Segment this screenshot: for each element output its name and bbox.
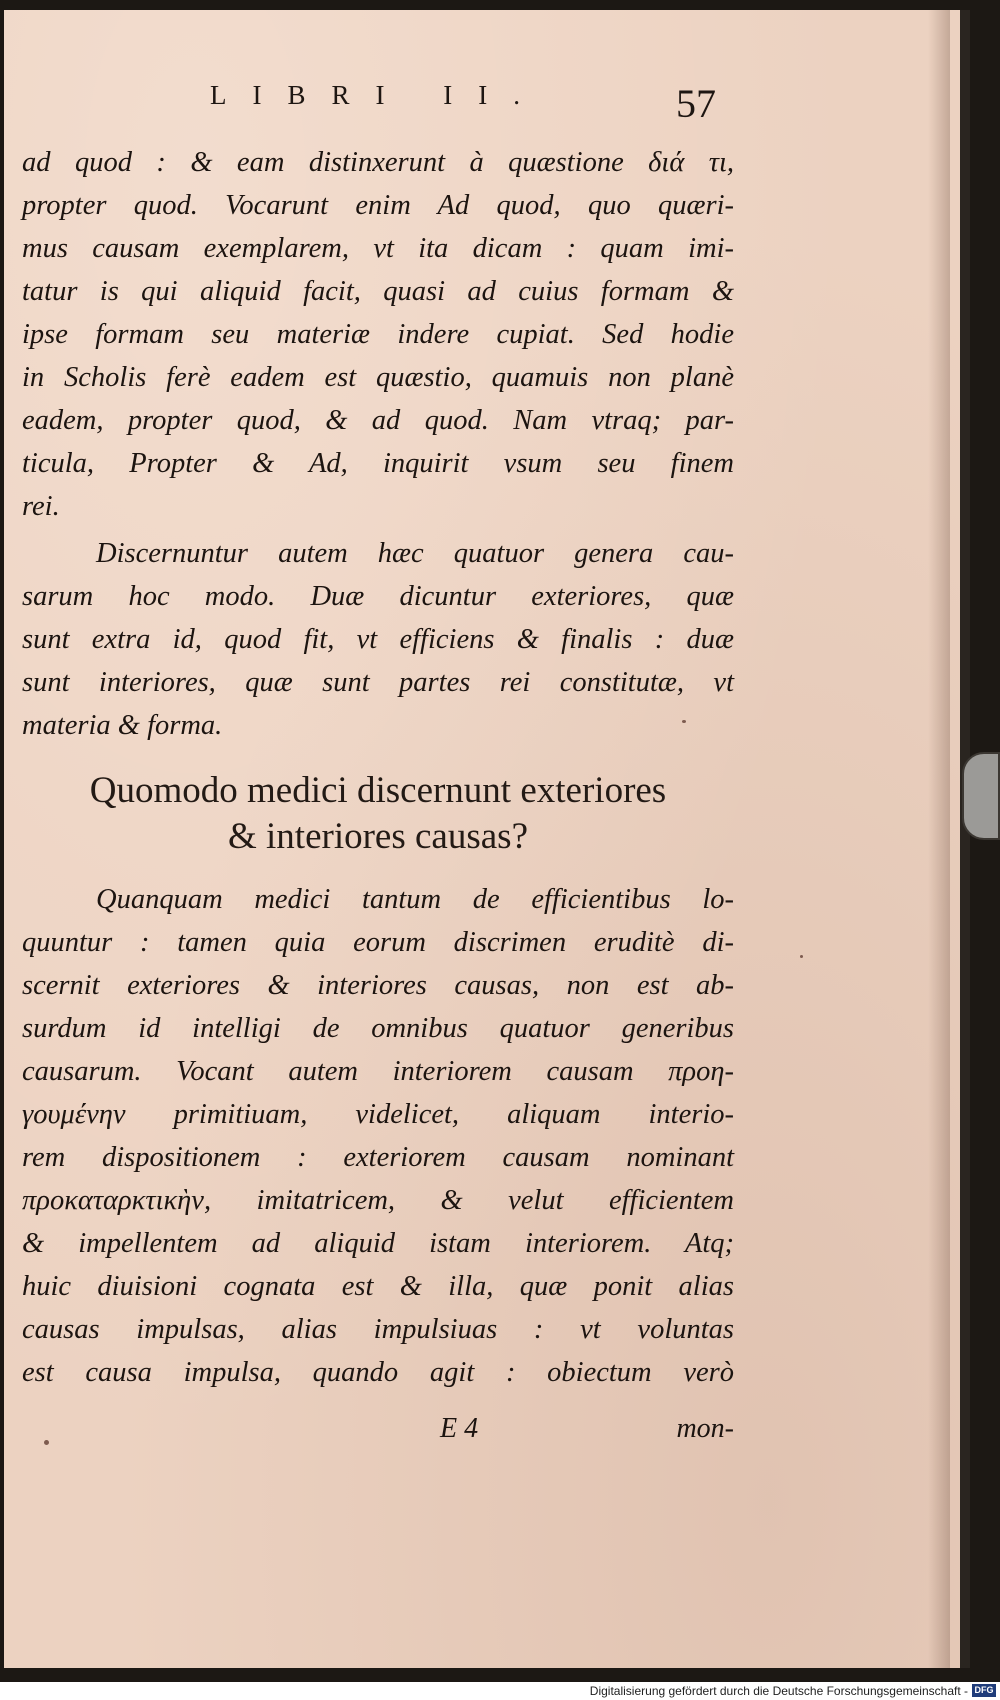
text-line: rei. <box>22 491 60 522</box>
dfg-logo-icon: DFG <box>972 1684 996 1697</box>
text-line: rem dispositionem : exteriorem causam nominant <box>22 1142 734 1173</box>
paper-speck <box>44 1440 49 1445</box>
text-line: sunt extra id, quod fit, vt efficiens & finalis : duæ <box>22 624 734 655</box>
paper-speck <box>800 955 803 958</box>
section-heading <box>22 768 734 860</box>
page-tab-marker <box>962 752 1000 840</box>
paragraph-1 <box>22 141 734 528</box>
text-line: ipse formam seu materiæ indere cupiat. Sed hodie <box>22 319 734 350</box>
paragraph-3 <box>22 878 734 1394</box>
text-line: tatur is qui aliquid facit, quasi ad cuius formam & <box>22 276 734 307</box>
text-line: προκαταρκτικὴν, imitatricem, & velut efficientem <box>22 1185 734 1216</box>
text-line: scernit exteriores & interiores causas, non est ab- <box>22 970 734 1001</box>
text-line: materia & forma. <box>22 710 223 741</box>
text-line: est causa impulsa, quando agit : obiectum verò <box>22 1357 734 1388</box>
heading-line-2: & interiores causas? <box>228 816 528 857</box>
text-line: Discernuntur autem hæc quatuor genera cau- <box>96 538 734 569</box>
text-line: causas impulsas, alias impulsiuas : vt voluntas <box>22 1314 734 1345</box>
text-line: in Scholis ferè eadem est quæstio, quamuis non planè <box>22 362 734 393</box>
heading-line-1: Quomodo medici discernunt exteriores <box>89 770 667 811</box>
text-line: quuntur : tamen quia eorum discrimen eruditè di- <box>22 927 734 958</box>
text-line: γουμένην primitiuam, videlicet, aliquam interio- <box>22 1099 734 1130</box>
text-line: sunt interiores, quæ sunt partes rei constitutæ, vt <box>22 667 734 698</box>
text-line: & impellentem ad aliquid istam interiorem. Atq; <box>22 1228 734 1259</box>
text-line: surdum id intelligi de omnibus quatuor generibus <box>22 1013 734 1044</box>
footer-credit: Digitalisierung gefördert durch die Deutsche Forschungsgemeinschaft - <box>589 1684 968 1698</box>
text-line: eadem, propter quod, & ad quod. Nam vtraq; par- <box>22 405 734 436</box>
text-line: ad quod : & eam distinxerunt à quæstione διά τι, <box>22 147 734 178</box>
text-line: causarum. Vocant autem interiorem causam προη- <box>22 1056 734 1087</box>
text-line: Quanquam medici tantum de efficientibus lo- <box>96 884 734 915</box>
text-line: sarum hoc modo. Duæ dicuntur exteriores, quæ <box>22 581 734 612</box>
signature-line <box>22 1413 734 1453</box>
text-line: huic diuisioni cognata est & illa, quæ ponit alias <box>22 1271 734 1302</box>
paragraph-2 <box>22 532 734 747</box>
text-line: ticula, Propter & Ad, inquirit vsum seu finem <box>22 448 734 479</box>
page-number: 57 <box>676 81 716 126</box>
signature-mark: E 4 <box>440 1413 479 1444</box>
paper-speck <box>682 720 686 723</box>
text-line: propter quod. Vocarunt enim Ad quod, quo quæri- <box>22 190 734 221</box>
catchword: mon- <box>676 1413 734 1444</box>
page-edge-shadow <box>928 10 950 1668</box>
running-head: LIBRI II. <box>210 80 546 110</box>
text-line: mus causam exemplarem, vt ita dicam : quam imi- <box>22 233 734 264</box>
